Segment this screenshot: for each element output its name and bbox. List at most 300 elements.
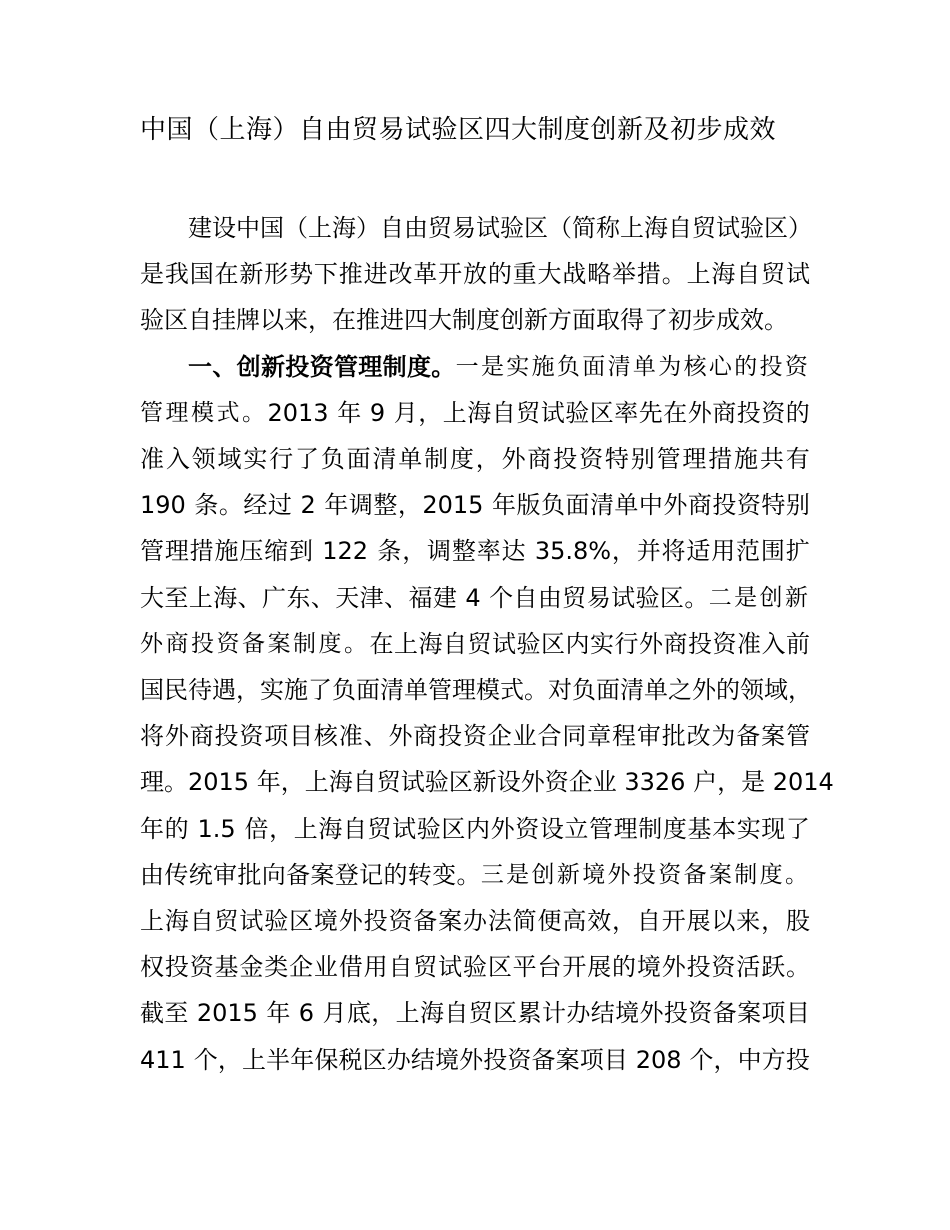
text-run: 用 bbox=[711, 537, 736, 566]
text-run: ， bbox=[612, 907, 637, 935]
text-run: 了 bbox=[294, 445, 319, 473]
text-run: 天 bbox=[335, 583, 360, 612]
text-run: 准 bbox=[737, 629, 761, 658]
text-run: 自 bbox=[443, 629, 467, 658]
text-run: 的 bbox=[734, 353, 760, 380]
text-run: 验 bbox=[740, 214, 764, 242]
text-run: 的 bbox=[716, 676, 740, 704]
text-run: 试 bbox=[400, 768, 425, 797]
text-run: 商 bbox=[712, 398, 737, 427]
text-run bbox=[682, 1037, 690, 1083]
text-run: ， bbox=[308, 306, 332, 335]
text-run: 办 bbox=[566, 999, 591, 1028]
text-run: 有 bbox=[785, 445, 810, 473]
text-run: 制 bbox=[734, 861, 760, 888]
text-run: 商 bbox=[687, 491, 712, 520]
text-run: 区 bbox=[362, 1045, 387, 1074]
text-run: 措 bbox=[636, 260, 661, 289]
text-run: 的 bbox=[785, 398, 810, 427]
text-run: 贸 bbox=[214, 907, 239, 935]
text-run: 外 bbox=[520, 768, 545, 797]
text-run: 投 bbox=[736, 398, 761, 427]
text-run: 式 bbox=[216, 399, 242, 426]
text-run: 资 bbox=[579, 445, 604, 473]
text-run: 调 bbox=[348, 491, 373, 520]
text-run: 备 bbox=[286, 860, 311, 889]
text-run: 管 bbox=[656, 445, 681, 473]
text-run: ） bbox=[788, 214, 812, 242]
text-run: 外 bbox=[607, 861, 633, 888]
text-run: 核 bbox=[683, 353, 709, 380]
text-run: 负 bbox=[540, 491, 565, 520]
text-run: 势 bbox=[289, 260, 314, 289]
text-run: 施 bbox=[531, 353, 557, 380]
text-run: ， bbox=[236, 676, 260, 704]
text-line bbox=[140, 1037, 810, 1083]
text-run: 入 bbox=[761, 629, 786, 658]
text-run: 由 bbox=[537, 583, 562, 612]
text-run: 心 bbox=[708, 353, 734, 380]
text-run: 特 bbox=[604, 445, 629, 473]
text-run: 区 bbox=[164, 306, 188, 335]
text-run: 是 bbox=[140, 260, 164, 289]
text-run: 传 bbox=[164, 860, 189, 889]
text-run: 中 bbox=[638, 491, 663, 520]
text-run: 试 bbox=[239, 907, 264, 935]
text-run: 35.8% bbox=[534, 537, 612, 566]
text-run bbox=[292, 482, 300, 528]
text-run: 单 bbox=[632, 353, 658, 380]
text-run: 投 bbox=[632, 861, 658, 888]
text-run: 年 bbox=[337, 398, 362, 427]
text-run: 进 bbox=[380, 306, 404, 335]
text-run: 资 bbox=[507, 1045, 532, 1074]
text-run: 跃 bbox=[761, 953, 786, 982]
text-run: 。 bbox=[218, 491, 243, 520]
text-run: 资 bbox=[544, 768, 569, 797]
text-run: 金 bbox=[239, 953, 264, 982]
text-run: 。 bbox=[784, 861, 810, 888]
text-run: 贸 bbox=[562, 583, 587, 612]
text-run: 略 bbox=[587, 260, 612, 289]
text-run: 411 bbox=[140, 1045, 186, 1074]
text-run: 上 bbox=[293, 814, 318, 843]
text-run: 开 bbox=[661, 907, 686, 935]
text-run bbox=[249, 759, 257, 805]
text-run: 压 bbox=[239, 537, 264, 566]
text-run: 资 bbox=[784, 353, 810, 380]
text-run: 别 bbox=[785, 491, 810, 520]
text-run: 内 bbox=[565, 629, 590, 658]
text-run: 商 bbox=[189, 722, 214, 751]
text-run: 国 bbox=[189, 260, 214, 289]
text-run: 领 bbox=[191, 445, 216, 473]
text-run: 重 bbox=[512, 260, 537, 289]
text-run: 以 bbox=[260, 306, 284, 335]
text-run: 自 bbox=[380, 214, 404, 242]
text-run: 上 bbox=[442, 398, 467, 427]
text-run: 资 bbox=[515, 814, 540, 843]
text-run: 年 bbox=[256, 768, 281, 797]
text-run: 四 bbox=[404, 306, 428, 335]
text-run: 共 bbox=[759, 445, 784, 473]
text-run: 实 bbox=[260, 676, 284, 704]
text-run: 试 bbox=[611, 583, 636, 612]
text-run: 备 bbox=[712, 999, 737, 1028]
text-run: 了 bbox=[785, 814, 810, 843]
text-run: 海 bbox=[332, 214, 356, 242]
text-run: 区 bbox=[524, 214, 548, 242]
text-run: 核 bbox=[313, 722, 338, 751]
text-run: 自 bbox=[444, 999, 469, 1028]
text-run: 类 bbox=[264, 953, 289, 982]
text-run: 。 bbox=[164, 768, 188, 797]
text-run: 外 bbox=[388, 722, 413, 751]
text-line bbox=[140, 575, 810, 621]
text-run: 行 bbox=[614, 629, 639, 658]
text-run: 区 bbox=[541, 629, 565, 658]
text-run: 外 bbox=[490, 814, 515, 843]
text-line bbox=[140, 898, 810, 944]
text-run: 投 bbox=[712, 491, 737, 520]
text-run: 本 bbox=[712, 814, 737, 843]
text-run: 将 bbox=[140, 722, 164, 751]
text-run: 备 bbox=[683, 861, 709, 888]
text-run: 业 bbox=[313, 953, 338, 982]
text-run: 审 bbox=[636, 722, 661, 751]
text-run: 境 bbox=[615, 999, 640, 1028]
text-run: 122 bbox=[322, 537, 369, 566]
text-run: 面 bbox=[596, 676, 620, 704]
text-run: 户 bbox=[693, 768, 718, 797]
text-run: 成 bbox=[716, 306, 740, 335]
text-run: 、 bbox=[384, 583, 409, 612]
text-run: 推 bbox=[338, 260, 363, 289]
text-run: 管 bbox=[428, 676, 452, 704]
text-run: 负 bbox=[320, 445, 345, 473]
text-run: 广 bbox=[262, 583, 287, 612]
text-run: 境 bbox=[582, 861, 608, 888]
text-run: 资 bbox=[239, 722, 264, 751]
text-run bbox=[526, 528, 534, 574]
text-run: 2015 bbox=[422, 491, 484, 520]
text-run: 建 bbox=[188, 214, 212, 242]
text-run: 同 bbox=[562, 722, 587, 751]
text-run: 资 bbox=[462, 722, 487, 751]
text-run: 平 bbox=[512, 953, 537, 982]
text-run: 现 bbox=[761, 814, 786, 843]
text-run: 自 bbox=[188, 306, 212, 335]
text-run: 清 bbox=[607, 353, 633, 380]
text-run: ， bbox=[418, 398, 443, 427]
text-run: 条 bbox=[194, 491, 219, 520]
text-run: 施 bbox=[284, 676, 308, 704]
text-run: 自 bbox=[352, 768, 377, 797]
text-run: 资 bbox=[309, 352, 334, 381]
text-run: ， bbox=[402, 537, 427, 566]
text-run: 区 bbox=[487, 953, 512, 982]
text-run: 方 bbox=[761, 1045, 786, 1074]
text-run: 案 bbox=[267, 630, 293, 657]
text-run: 资 bbox=[388, 907, 413, 935]
text-line bbox=[140, 297, 810, 343]
text-run: 理 bbox=[164, 537, 189, 566]
text-run: 遇 bbox=[212, 676, 236, 704]
text-run: 负 bbox=[556, 353, 582, 380]
text-run: 区 bbox=[441, 814, 466, 843]
text-run: 展 bbox=[587, 953, 612, 982]
text-run bbox=[362, 390, 370, 436]
text-run: 业 bbox=[592, 768, 617, 797]
text-run: 投 bbox=[688, 629, 712, 658]
text-run: 验 bbox=[500, 214, 524, 242]
text-run bbox=[484, 482, 492, 528]
text-run: 面 bbox=[582, 353, 608, 380]
text-run: 改 bbox=[388, 260, 413, 289]
text-run: ） bbox=[356, 214, 380, 242]
text-run: 单 bbox=[398, 445, 423, 473]
text-run: 投 bbox=[663, 999, 688, 1028]
text-run: 底 bbox=[346, 999, 371, 1028]
text-run: 2015 bbox=[188, 768, 250, 797]
text-run: 备 bbox=[736, 722, 761, 751]
text-run: 目 bbox=[603, 1045, 628, 1074]
text-run: 理 bbox=[140, 768, 164, 797]
text-run: 倍 bbox=[244, 814, 269, 843]
text-run: 年 bbox=[492, 491, 516, 520]
text-run: 制 bbox=[293, 630, 318, 657]
text-run: 制 bbox=[452, 306, 476, 335]
text-run: 中 bbox=[737, 1045, 762, 1074]
text-run: 上 bbox=[394, 629, 418, 658]
text-run: 一 bbox=[188, 352, 212, 381]
text-run: 2013 bbox=[267, 398, 329, 427]
text-run: 结 bbox=[410, 1045, 435, 1074]
text-run: 企 bbox=[487, 722, 512, 751]
text-run: 进 bbox=[363, 260, 388, 289]
text-run: 清 bbox=[589, 491, 614, 520]
text-run: 制 bbox=[424, 445, 449, 473]
text-run: 商 bbox=[663, 629, 688, 658]
text-run: ， bbox=[371, 999, 396, 1028]
text-run: 新 bbox=[784, 584, 810, 611]
text-run: 自 bbox=[513, 583, 538, 612]
text-run: 自 bbox=[342, 814, 367, 843]
text-run: 验 bbox=[516, 629, 541, 658]
text-run bbox=[685, 759, 693, 805]
text-run: 准 bbox=[140, 445, 164, 473]
text-run: 面 bbox=[565, 491, 590, 520]
text-run: 资 bbox=[736, 491, 761, 520]
text-run: 整 bbox=[451, 537, 476, 566]
text-run: 单 bbox=[644, 676, 668, 704]
text-run: 外 bbox=[501, 445, 526, 473]
text-run: 试 bbox=[392, 814, 417, 843]
text-run: 的 bbox=[383, 860, 408, 889]
text-run: 商 bbox=[527, 445, 552, 473]
text-run: 度 bbox=[406, 352, 431, 381]
text-run: 海 bbox=[467, 398, 492, 427]
text-run: 试 bbox=[492, 629, 516, 658]
text-run: 度 bbox=[476, 306, 500, 335]
text-run: 准 bbox=[338, 722, 363, 751]
text-run: 理 bbox=[165, 399, 191, 426]
text-run: 以 bbox=[711, 907, 736, 935]
text-run: 验 bbox=[416, 814, 441, 843]
text-run: ， bbox=[397, 491, 422, 520]
text-run: 扩 bbox=[785, 537, 810, 566]
text-run: 企 bbox=[289, 953, 314, 982]
text-run: 转 bbox=[407, 860, 432, 889]
text-run: 投 bbox=[438, 722, 463, 751]
text-run: 项 bbox=[761, 999, 786, 1028]
text-run: 备 bbox=[531, 1045, 556, 1074]
text-run: 贸 bbox=[367, 814, 392, 843]
text-run: 放 bbox=[462, 260, 487, 289]
text-run: 领 bbox=[740, 676, 764, 704]
text-run: 贸 bbox=[761, 260, 786, 289]
text-run: 行 bbox=[269, 445, 294, 473]
text-run: 投 bbox=[759, 353, 785, 380]
text-run: 由 bbox=[140, 860, 164, 889]
text-run: 结 bbox=[590, 999, 615, 1028]
text-run: 截 bbox=[140, 999, 164, 1028]
text-run: 业 bbox=[512, 722, 537, 751]
text-run: 上 bbox=[686, 260, 711, 289]
text-run: 自 bbox=[491, 398, 516, 427]
text-run: 法 bbox=[487, 907, 512, 935]
text-run: 海 bbox=[164, 907, 189, 935]
text-run: 来 bbox=[284, 306, 308, 335]
text-run: 至 bbox=[164, 999, 189, 1028]
text-run bbox=[457, 575, 465, 621]
document-title: 中国（上海）自由贸易试验区四大制度创新及初步成效 bbox=[140, 115, 777, 145]
text-run: 由 bbox=[404, 214, 428, 242]
text-run: 。 bbox=[431, 352, 456, 381]
text-run: 台 bbox=[537, 953, 562, 982]
text-run: 投 bbox=[363, 907, 388, 935]
text-run bbox=[258, 990, 266, 1036]
text-run: 企 bbox=[568, 768, 593, 797]
text-run: 围 bbox=[760, 537, 785, 566]
text-run: 、 bbox=[237, 583, 262, 612]
text-run: 案 bbox=[708, 861, 734, 888]
text-run: 外 bbox=[692, 676, 716, 704]
text-run: ， bbox=[269, 814, 294, 843]
text-run: 度 bbox=[662, 814, 687, 843]
text-run: 自 bbox=[189, 907, 214, 935]
text-run: 海 bbox=[418, 629, 443, 658]
text-run: 案 bbox=[555, 1045, 580, 1074]
text-run: 海 bbox=[644, 214, 668, 242]
text-run: 境 bbox=[636, 953, 661, 982]
text-run: 措 bbox=[189, 537, 214, 566]
text-run: 推 bbox=[356, 306, 380, 335]
text-run: ， bbox=[717, 768, 742, 797]
text-run: 条 bbox=[377, 537, 402, 566]
text-run: 。 bbox=[684, 583, 709, 612]
text-run: 简 bbox=[572, 214, 596, 242]
text-run: 程 bbox=[612, 722, 637, 751]
text-run: 验 bbox=[264, 907, 289, 935]
text-run: 商 bbox=[413, 722, 438, 751]
text-run: 津 bbox=[359, 583, 384, 612]
text-run bbox=[291, 990, 299, 1036]
text-run: 资 bbox=[688, 999, 713, 1028]
text-run: 基 bbox=[687, 814, 712, 843]
text-run: 步 bbox=[692, 306, 716, 335]
text-run: 资 bbox=[189, 953, 214, 982]
text-run: 入 bbox=[165, 445, 190, 473]
text-run: 经 bbox=[243, 491, 268, 520]
text-run: ， bbox=[611, 537, 636, 566]
text-run: 基 bbox=[214, 953, 239, 982]
text-run: 上 bbox=[308, 214, 332, 242]
text-run: 区 bbox=[448, 768, 473, 797]
text-line bbox=[188, 205, 810, 251]
text-run: 设 bbox=[212, 214, 236, 242]
text-run: 先 bbox=[638, 398, 663, 427]
text-run: 区 bbox=[659, 583, 684, 612]
text-run: 来 bbox=[736, 907, 761, 935]
text-run: 域 bbox=[764, 676, 788, 704]
text-run: 单 bbox=[404, 676, 428, 704]
text-run: 在 bbox=[369, 629, 394, 658]
text-run: 效 bbox=[587, 907, 612, 935]
text-line bbox=[140, 482, 810, 528]
text-run: 为 bbox=[711, 722, 736, 751]
text-line bbox=[140, 390, 810, 436]
text-run: 到 bbox=[288, 537, 313, 566]
text-run: 案 bbox=[761, 722, 786, 751]
text-run: 牌 bbox=[236, 306, 260, 335]
text-line bbox=[140, 944, 810, 990]
text-run: 范 bbox=[736, 537, 761, 566]
text-run: 大 bbox=[537, 260, 562, 289]
text-run: 取 bbox=[596, 306, 620, 335]
text-run: 的 bbox=[164, 814, 189, 843]
text-run: 208 bbox=[635, 1045, 682, 1074]
text-line bbox=[140, 713, 810, 759]
text-run: 验 bbox=[140, 306, 164, 335]
text-run: 创 bbox=[500, 306, 524, 335]
text-run bbox=[314, 528, 322, 574]
text-run: 上 bbox=[304, 768, 329, 797]
text-run: 制 bbox=[638, 814, 663, 843]
text-run bbox=[765, 759, 773, 805]
text-run: 记 bbox=[359, 860, 384, 889]
text-run: 度 bbox=[759, 861, 785, 888]
text-run bbox=[628, 1037, 636, 1083]
text-run: 上 bbox=[241, 1045, 266, 1074]
text-run: 改 bbox=[686, 722, 711, 751]
text-run: 面 bbox=[346, 445, 371, 473]
text-run: 内 bbox=[465, 814, 490, 843]
text-run: 外 bbox=[164, 722, 189, 751]
text-run: 面 bbox=[356, 676, 380, 704]
text-run: 过 bbox=[267, 491, 292, 520]
text-run: 新 bbox=[524, 306, 548, 335]
text-run: 年 bbox=[290, 1045, 315, 1074]
text-run: 清 bbox=[380, 676, 404, 704]
text-run: 2015 bbox=[196, 999, 258, 1028]
text-run: 外 bbox=[663, 491, 688, 520]
text-run: 施 bbox=[734, 445, 759, 473]
text-run: 验 bbox=[462, 953, 487, 982]
text-run bbox=[329, 390, 337, 436]
text-run: （ bbox=[284, 214, 308, 242]
text-run: 境 bbox=[434, 1045, 459, 1074]
